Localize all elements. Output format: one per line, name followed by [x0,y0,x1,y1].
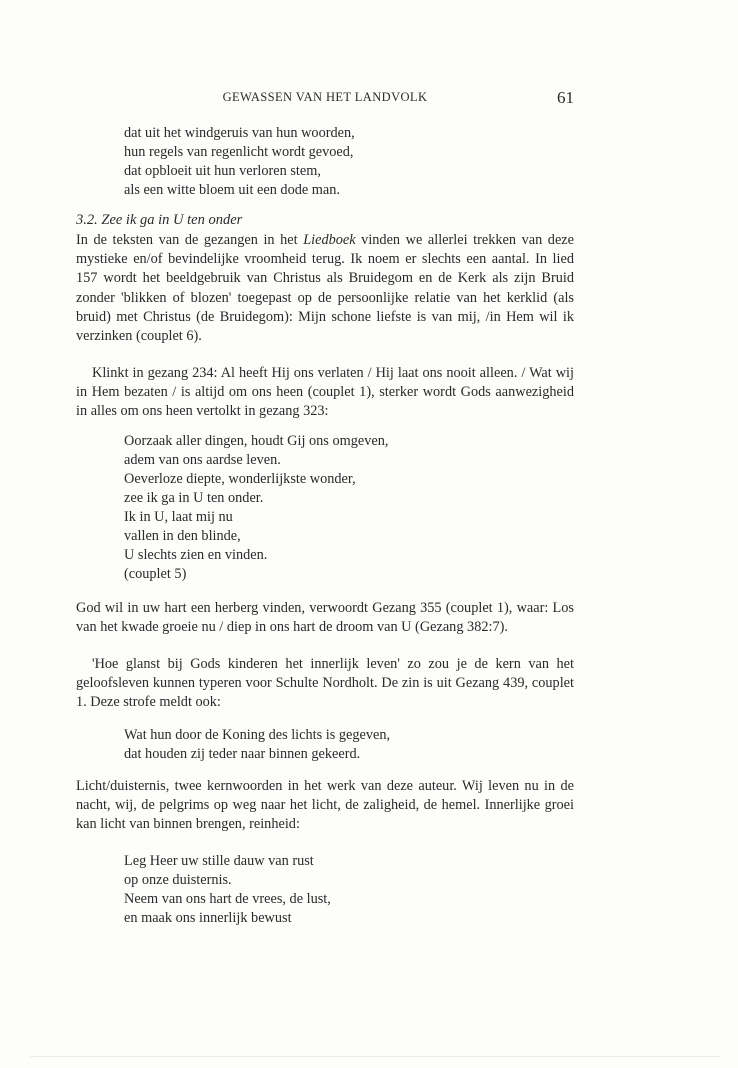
paragraph-1 [76,231,574,346]
paragraph-1-text-cont: vinden we allerlei trekken van deze mystieke en/of bevindelijke vroomheid terug. Ik noem er slechts een aantal. In lied 157 wordt het beeldgebruik van Christus als Bruidegom en de Kerk als zijn Bruid zonder 'blikken of blozen' toegepast op de persoonlijke relatie van het kerklid (als bruid) met Christus (de Bruidegom): Mijn schone liefste is van mij, /in Hem wil ik verzinken (couplet 6). [76,232,574,345]
verse-line: zee ik ga in U ten onder. [124,490,264,506]
verse-line: Wat hun door de Koning des lichts is gegeven, [124,727,391,743]
section-heading: 3.2. Zee ik ga in U ten onder [76,212,243,228]
verse-line: adem van ons aardse leven. [124,452,281,468]
verse-line: op onze duisternis. [124,872,232,888]
verse-line: Leg Heer uw stille dauw van rust [124,853,314,869]
scan-edge-line [30,1056,720,1057]
verse-line: (couplet 5) [124,566,187,582]
page-header [76,88,574,108]
verse-line: dat opbloeit uit hun verloren stem, [124,163,321,179]
verse-323 [124,432,388,584]
verse-bottom [124,852,331,928]
paragraph-1-text: In de teksten van de gezangen in het [76,232,304,248]
running-title: GEWASSEN VAN HET LANDVOLK [222,90,428,104]
verse-line: U slechts zien en vinden. [124,547,268,563]
paragraph-3: God wil in uw hart een herberg vinden, verwoordt Gezang 355 (couplet 1), waar: Los van het kwade groeie nu / diep in ons hart de droom van U (Gezang 382:7). [76,600,574,636]
paragraph-4: 'Hoe glanst bij Gods kinderen het innerlijk leven' zo zou je de kern van het geloofsleven kunnen typeren voor Schulte Nordholt. De zin is uit Gezang 439, couplet 1. Deze strofe meldt ook: [76,656,574,711]
verse-line: en maak ons innerlijk bewust [124,910,292,926]
liedboek-title: Liedboek [303,232,356,248]
verse-line: dat uit het windgeruis van hun woorden, [124,125,355,141]
verse-line: Ik in U, laat mij nu [124,509,233,525]
paragraph-5: Licht/duisternis, twee kernwoorden in het werk van deze auteur. Wij leven nu in de nacht, wij, de pelgrims op weg naar het licht, de zaligheid, de hemel. Innerlijke groei kan licht van binnen brengen, reinheid: [76,778,574,833]
verse-line: Oorzaak aller dingen, houdt Gij ons omgeven, [124,433,389,449]
verse-line: dat houden zij teder naar binnen gekeerd. [124,746,361,762]
verse-line: vallen in den blinde, [124,528,241,544]
page-number: 61 [557,88,574,107]
verse-top [124,124,355,200]
verse-line: Oeverloze diepte, wonderlijkste wonder, [124,471,356,487]
verse-line: hun regels van regenlicht wordt gevoed, [124,144,354,160]
verse-439 [124,726,390,764]
verse-line: als een witte bloem uit een dode man. [124,182,340,198]
paragraph-2: Klinkt in gezang 234: Al heeft Hij ons verlaten / Hij laat ons nooit alleen. / Wat wij in Hem bezaten / is altijd om ons heen (couplet 1), sterker wordt Gods aanwezigheid in alles om ons heen vertolkt in gezang 323: [76,365,574,420]
verse-line: Neem van ons hart de vrees, de lust, [124,891,331,907]
